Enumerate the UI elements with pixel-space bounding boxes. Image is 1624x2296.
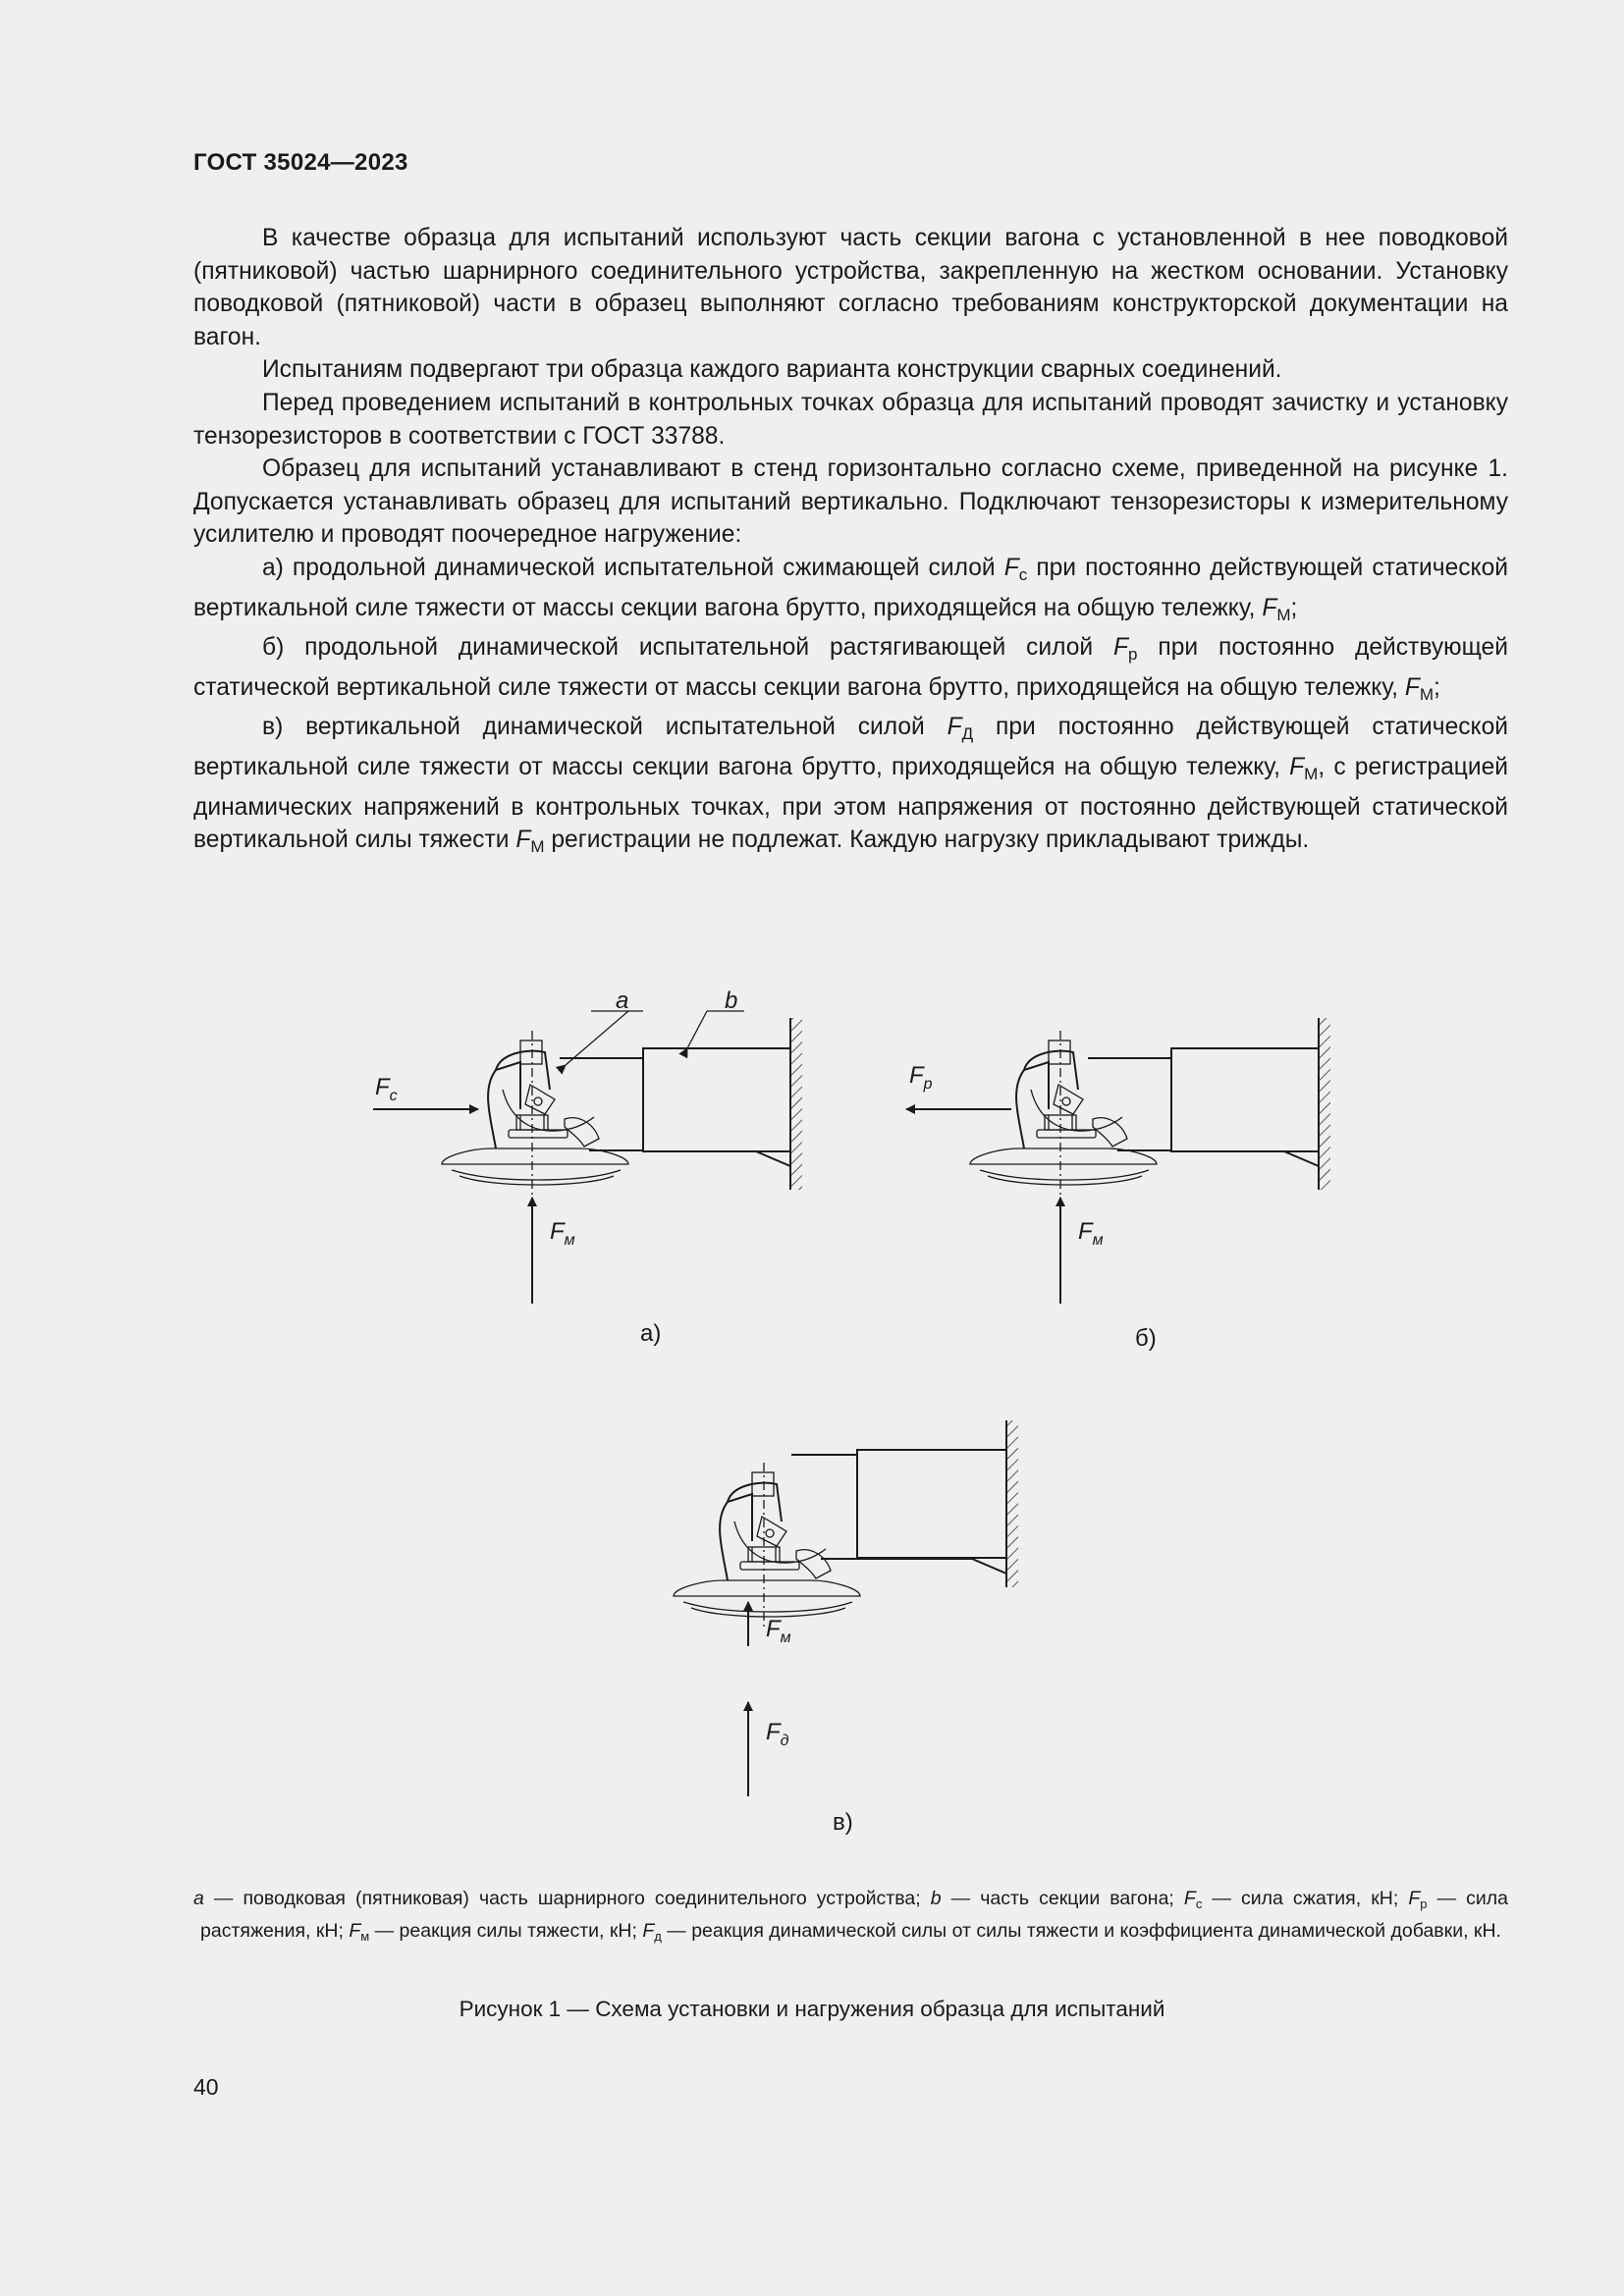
wall-hatch-c <box>1007 1420 1018 1587</box>
coupler-b <box>970 1031 1157 1198</box>
car-section-a <box>643 1048 790 1151</box>
paragraph-4: Образец для испытаний устанавливают в стенд горизонтально согласно схеме, приведенной на рисунке 1. Допускается устанавливать образец для испытаний вертикально. Подключают тензорезисторы к измерительному усилителю и проводят поочередное нагружение: <box>193 455 1508 549</box>
wall-hatch-b <box>1320 1018 1330 1190</box>
page-number: 40 <box>193 2074 219 2100</box>
document-header: ГОСТ 35024—2023 <box>193 149 408 176</box>
coupler-a <box>442 1031 628 1198</box>
paragraph-a: а) продольной динамической испытательной сжимающей силой $F_с$ при постоянно действующей статической вертикальной силе тяжести от массы секции вагона брутто, приходящейся на общую тележку, $F_М$; <box>193 554 1508 624</box>
callout-a: a <box>616 988 629 1014</box>
diagram-b <box>906 1018 1330 1304</box>
diagram-a <box>373 988 802 1304</box>
car-section-b <box>1171 1048 1319 1151</box>
label-fd: $F_д$ <box>766 1719 789 1749</box>
callout-b-leader <box>687 1011 707 1048</box>
car-section-c <box>857 1450 1006 1558</box>
label-fp: $F_р$ <box>909 1062 933 1093</box>
subfigure-label-a: а) <box>640 1320 662 1347</box>
subfigure-label-c: в) <box>833 1809 853 1836</box>
paragraph-b: б) продольной динамической испытательной растягивающей силой $F_р$ при постоянно действующей статической вертикальной силе тяжести от массы секции вагона брутто, приходящейся на общую тележку, $F_М$; <box>193 634 1508 704</box>
label-fm-a: $F_м$ <box>550 1218 575 1249</box>
label-fm-b: $F_м$ <box>1078 1218 1104 1249</box>
diagram-c <box>674 1420 1018 1796</box>
paragraph-1: В качестве образца для испытаний используют часть секции вагона с установленной в нее поводковой (пятниковой) частью шарнирного соединительного устройства, закрепленную на жестком основании. Установку поводковой (пятниковой) части в образец выполняют согласно требованиям конструкторской документации на вагон. <box>193 225 1508 350</box>
paragraph-2: Испытаниям подвергают три образца каждого варианта конструкции сварных соединений. <box>262 356 1282 384</box>
figure-caption: Рисунок 1 — Схема установки и нагружения образца для испытаний <box>459 1997 1165 2021</box>
label-fc: $F_с$ <box>375 1074 398 1104</box>
subfigure-label-b: б) <box>1135 1325 1157 1352</box>
wall-hatch-a <box>791 1018 802 1190</box>
callout-b: b <box>725 988 738 1014</box>
callout-a-leader <box>566 1011 628 1065</box>
coupler-c <box>674 1463 860 1629</box>
label-fm-c: $F_м$ <box>766 1616 791 1646</box>
figure-legend: a — поводковая (пятниковая) часть шарнирного соединительного устройства; b — часть секции вагона; $F_с$ — сила сжатия, кН; $F_р$ — сила растяжения, кН; $F_м$ — реакция силы тяжести, кН; $F_д$ — реакция динамической силы от силы тяжести и коэффициента динамической добавки, кН. <box>193 1888 1509 1944</box>
paragraph-3: Перед проведением испытаний в контрольных точках образца для испытаний проводят зачистку и установку тензорезисторов в соответствии с ГОСТ 33788. <box>193 389 1508 450</box>
paragraph-c: в) вертикальной динамической испытательной силой $F_Д$ при постоянно действующей статической вертикальной силе тяжести от массы секции вагона брутто, приходящейся на общую тележку, $F_М$, с регистрацией динамических напряжений в контрольных точках, при этом напряжения от постоянно действующей статической вертикальной силы тяжести $F_М$ регистрации не подлежат. Каждую нагрузку прикладывают трижды. <box>193 714 1509 857</box>
